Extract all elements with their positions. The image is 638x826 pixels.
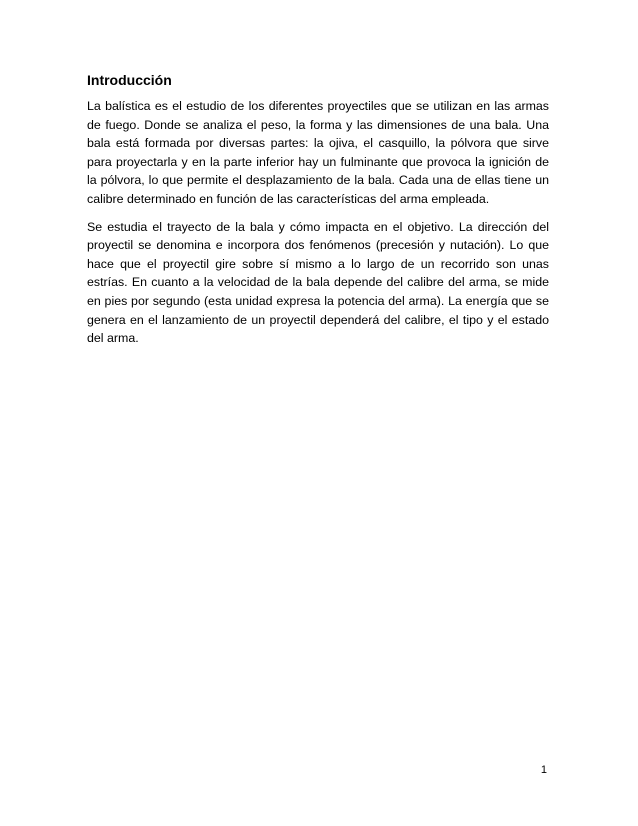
paragraph-1: La balística es el estudio de los diferentes proyectiles que se utilizan en las armas de fuego. Donde se analiza el peso, la forma y las dimensiones de una bala. Una bala está formada por diversas partes: la ojiva, el casquillo, la pólvora que sirve para proyectarla y en la parte inferior hay un fulminante que provoca la ignición de la pólvora, lo que permite el desplazamiento de la bala. Cada una de ellas tiene un calibre determinado en función de las características del arma empleada. <box>87 99 549 206</box>
paragraph-2: Se estudia el trayecto de la bala y cómo impacta en el objetivo. La dirección del proyectil se denomina e incorpora dos fenómenos (precesión y nutación). Lo que hace que el proyectil gire sobre sí mismo a lo largo de un recorrido son unas estrías. En cuanto a la velocidad de la bala depende del calibre del arma, se mide en pies por segundo (esta unidad expresa la potencia del arma). La energía que se genera en el lanzamiento de un proyectil dependerá del calibre, el tipo y el estado del arma. <box>87 219 549 346</box>
page-number: 1 <box>540 764 547 776</box>
section-heading: Introducción <box>87 72 172 88</box>
document-body <box>87 71 549 357</box>
